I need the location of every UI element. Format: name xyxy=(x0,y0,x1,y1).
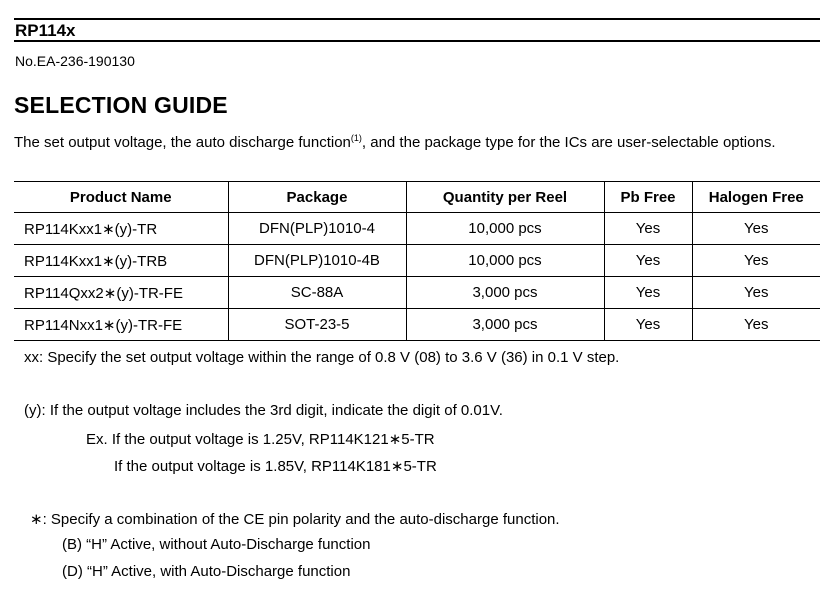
package-cell: DFN(PLP)1010-4 xyxy=(228,213,406,245)
header-pb-free: Pb Free xyxy=(604,182,692,213)
product-name-cell: RP114Kxx1∗(y)-TRB xyxy=(14,245,228,277)
document-number: No.EA-236-190130 xyxy=(15,53,135,69)
header-bottom-rule xyxy=(14,40,820,42)
note-star-option-b: (B) “H” Active, without Auto-Discharge function xyxy=(62,536,371,553)
note-y: (y): If the output voltage includes the 3rd digit, indicate the digit of 0.01V. xyxy=(24,402,503,419)
note-y-example-1: Ex. If the output voltage is 1.25V, RP114K121∗5-TR xyxy=(86,431,435,448)
footnote-ref: (1) xyxy=(350,133,362,143)
selection-table xyxy=(14,181,820,341)
intro-text-cont: , and the package type for the ICs are user-selectable options. xyxy=(361,134,776,151)
intro-text: The set output voltage, the auto discharge function xyxy=(14,134,351,151)
header-package: Package xyxy=(228,182,406,213)
pb-free-cell: Yes xyxy=(604,213,692,245)
product-name-cell: RP114Kxx1∗(y)-TR xyxy=(14,213,228,245)
package-cell: SOT-23-5 xyxy=(228,309,406,341)
header-top-rule xyxy=(14,18,820,20)
table-row xyxy=(14,277,820,309)
product-name-cell: RP114Qxx2∗(y)-TR-FE xyxy=(14,277,228,309)
header-halogen-free: Halogen Free xyxy=(692,182,820,213)
quantity-cell: 3,000 pcs xyxy=(406,309,604,341)
note-y-example-2: If the output voltage is 1.85V, RP114K181∗5-TR xyxy=(114,458,437,475)
table-row xyxy=(14,309,820,341)
table-row xyxy=(14,213,820,245)
quantity-cell: 10,000 pcs xyxy=(406,213,604,245)
intro-paragraph xyxy=(14,130,820,156)
halogen-free-cell: Yes xyxy=(692,309,820,341)
quantity-cell: 10,000 pcs xyxy=(406,245,604,277)
note-star-option-d: (D) “H” Active, with Auto-Discharge function xyxy=(62,563,351,580)
pb-free-cell: Yes xyxy=(604,245,692,277)
package-cell: SC-88A xyxy=(228,277,406,309)
section-title: SELECTION GUIDE xyxy=(14,92,228,118)
halogen-free-cell: Yes xyxy=(692,245,820,277)
halogen-free-cell: Yes xyxy=(692,213,820,245)
header-product-name: Product Name xyxy=(14,182,228,213)
header-quantity-per-reel: Quantity per Reel xyxy=(406,182,604,213)
table-row xyxy=(14,245,820,277)
quantity-cell: 3,000 pcs xyxy=(406,277,604,309)
pb-free-cell: Yes xyxy=(604,277,692,309)
pb-free-cell: Yes xyxy=(604,309,692,341)
product-name-cell: RP114Nxx1∗(y)-TR-FE xyxy=(14,309,228,341)
package-cell: DFN(PLP)1010-4B xyxy=(228,245,406,277)
halogen-free-cell: Yes xyxy=(692,277,820,309)
note-star: ∗: Specify a combination of the CE pin polarity and the auto-discharge function. xyxy=(30,511,560,528)
table-header-row xyxy=(14,182,820,213)
document-title: RP114x xyxy=(15,21,76,40)
note-xx: xx: Specify the set output voltage within the range of 0.8 V (08) to 3.6 V (36) in 0.1 V step. xyxy=(24,349,620,366)
